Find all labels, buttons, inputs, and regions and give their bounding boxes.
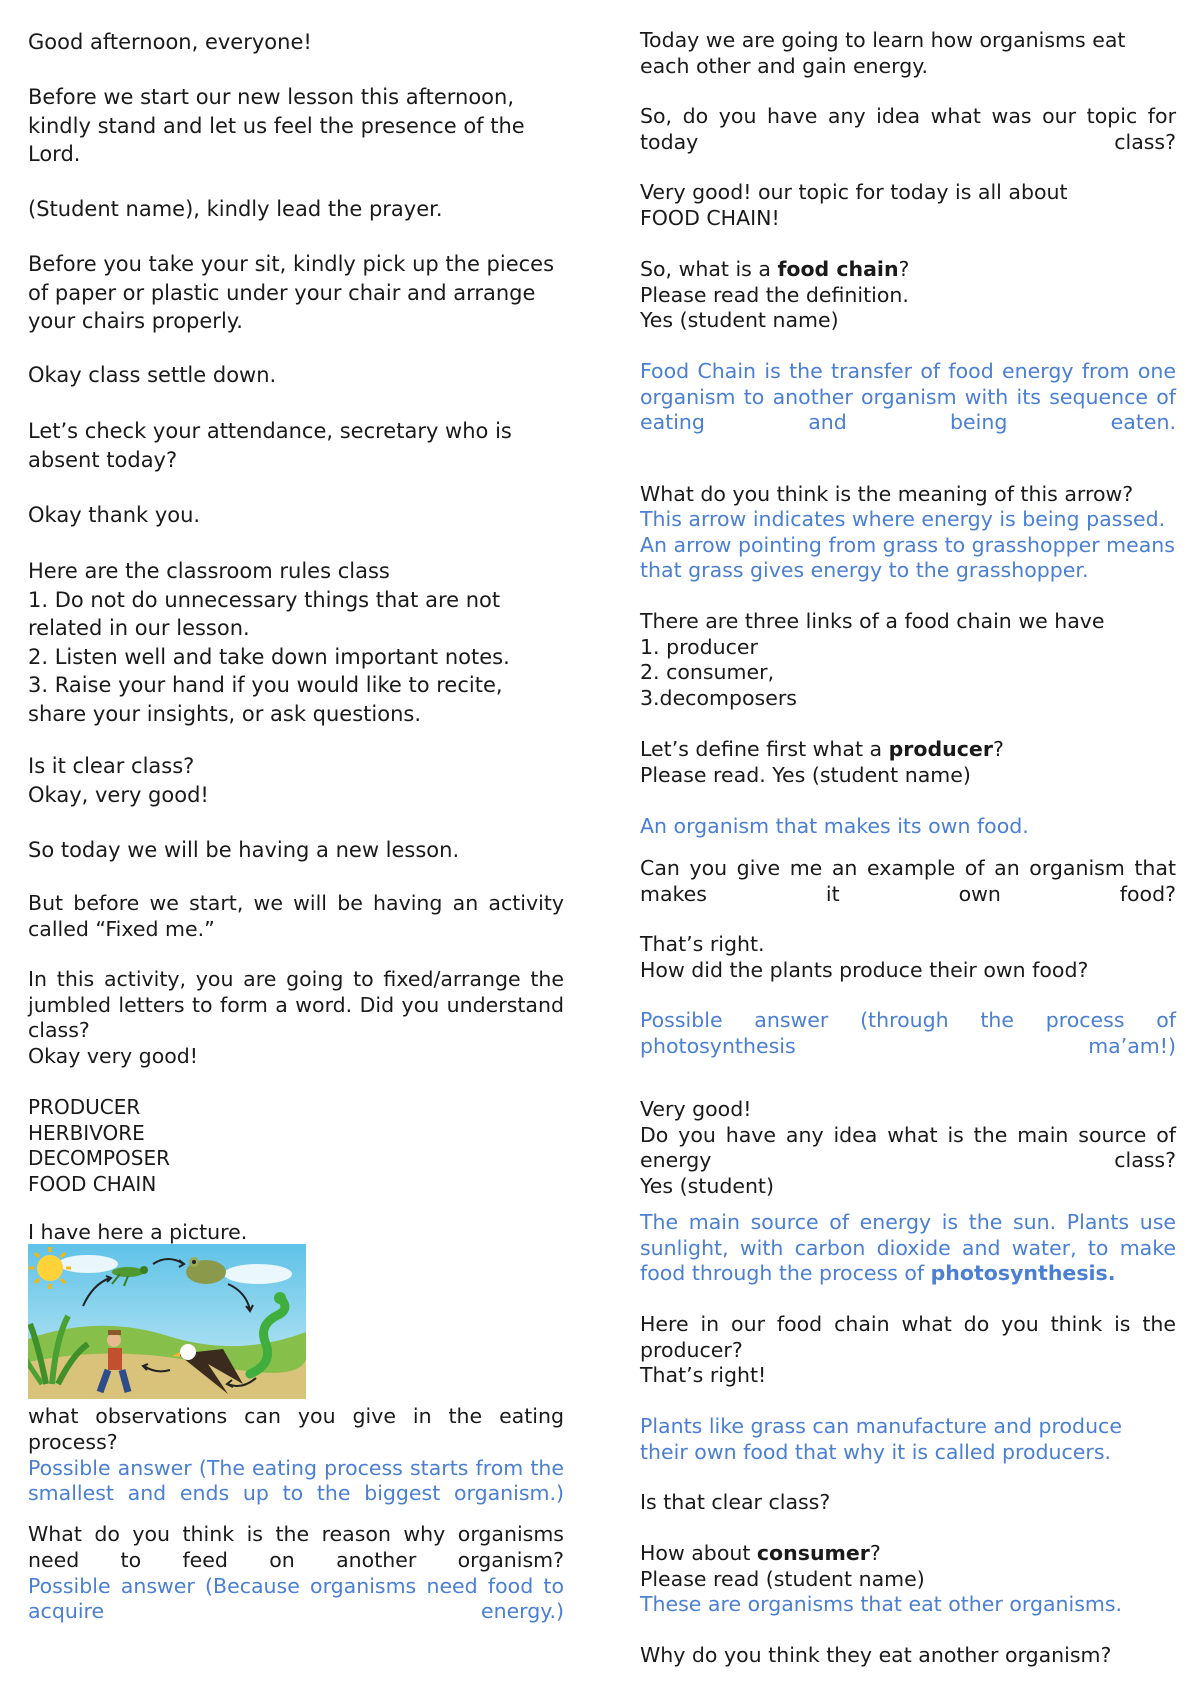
link-2: 2. consumer,: [640, 660, 775, 684]
how-question-text: How did the plants produce their own food?: [640, 957, 1089, 982]
fc-q-pre: So, what is a: [640, 257, 778, 281]
clear-class: Is that clear class?: [640, 1490, 831, 1514]
activity-desc-text: In this activity, you are going to fixed/arrange the jumbled letters to form a word. Did you understand class?: [28, 967, 564, 1042]
please-read-2: Please read (student name): [640, 1566, 925, 1591]
activity-ok: Okay very good!: [28, 1043, 199, 1068]
food-chain-links: [640, 609, 1176, 711]
lead-prayer: (Student name), kindly lead the prayer.: [28, 197, 443, 221]
consumer-q-term: consumer: [756, 1541, 870, 1565]
plants-answer: Plants like grass can manufacture and produce their own food that why it is called producers.: [640, 1414, 1122, 1464]
observation-question: what observations can you give in the eating process?: [28, 1404, 564, 1454]
tidy-instruction: Before you take your sit, kindly pick up the pieces of paper or plastic under your chair and arrange your chairs properly.: [28, 252, 555, 333]
thats-right: That’s right.: [640, 932, 765, 956]
clear-check: [28, 752, 564, 809]
yes-student-2: Yes (student): [640, 1173, 774, 1198]
very-good: Very good!: [640, 1097, 752, 1121]
reason-answer: Possible answer (Because organisms need food to acquire energy.): [28, 1574, 564, 1623]
link-3: 3.decomposers: [640, 685, 797, 710]
new-lesson: So today we will be having a new lesson.: [28, 838, 460, 862]
source-question-text: Do you have any idea what is the main source of energy class?: [640, 1122, 1176, 1172]
energy-source-answer: [640, 1210, 1176, 1287]
fc-q-term: food chain: [777, 257, 899, 281]
consumer-q-post: ?: [869, 1541, 881, 1565]
food-chain-picture: [28, 1244, 306, 1399]
photosynthesis-term: photosynthesis.: [930, 1261, 1116, 1285]
topic-answer-text: Very good! our topic for today is all about: [640, 180, 1068, 204]
consumer-definition: These are organisms that eat other organisms.: [640, 1592, 1123, 1616]
classroom-rules: [28, 557, 564, 728]
rule-3: 3. Raise your hand if you would like to recite, share your insights, or ask questions.: [28, 673, 503, 726]
activity-intro: But before we start, we will be having an activity called “Fixed me.”: [28, 891, 564, 941]
observation-answer: Possible answer (The eating process starts from the smallest and ends up to the biggest organism.): [28, 1456, 564, 1505]
topic-name: FOOD CHAIN!: [640, 205, 780, 230]
thats-right-2: That’s right!: [640, 1363, 767, 1387]
attendance: Let’s check your attendance, secretary who is absent today?: [28, 419, 512, 472]
producer-q-pre: Let’s define first what a: [640, 737, 889, 761]
producer-here-text: Here in our food chain what do you think is the producer?: [640, 1312, 1176, 1362]
rule-2: 2. Listen well and take down important notes.: [28, 644, 510, 669]
consumer-question: [640, 1541, 1176, 1618]
food-chain-definition: Food Chain is the transfer of food energy from one organism to another organism with its sequence of eating and being eaten.: [640, 359, 1176, 434]
how-answer: Possible answer (through the process of photosynthesis ma’am!): [640, 1008, 1176, 1058]
please-read-yes: Please read. Yes (student name): [640, 762, 971, 787]
topic-question: So, do you have any idea what was our topic for today class?: [640, 104, 1176, 154]
reason-question: What do you think is the reason why organisms need to feed on another organism?: [28, 1522, 564, 1572]
producer-q-post: ?: [992, 737, 1004, 761]
links-intro: There are three links of a food chain we have: [640, 609, 1105, 633]
jumbled-words: [28, 1095, 564, 1197]
activity-description: [28, 967, 564, 1069]
producer-here-question: [640, 1312, 1176, 1389]
arrow-answer: This arrow indicates where energy is being passed. An arrow pointing from grass to grasshopper means that grass gives energy to the grasshopper.: [640, 507, 1175, 582]
rule-1: 1. Do not do unnecessary things that are not related in our lesson.: [28, 587, 501, 640]
food-chain-question: [640, 257, 1176, 334]
rules-title: Here are the classroom rules class: [28, 559, 390, 583]
link-1: 1. producer: [640, 634, 758, 659]
settle-down: Okay class settle down.: [28, 363, 277, 387]
today-intro: Today we are going to learn how organisms eat each other and gain energy.: [640, 28, 1126, 78]
yes-student: Yes (student name): [640, 308, 839, 332]
source-answer-text: The main source of energy is the sun. Plants use sunlight, with carbon dioxide and water, to make food through the process of: [640, 1210, 1176, 1285]
read-definition: Please read the definition.: [640, 282, 909, 307]
consumer-q-line: [640, 1541, 1176, 1567]
example-question: Can you give me an example of an organism that makes it own food?: [640, 856, 1176, 906]
producer-definition: An organism that makes its own food.: [640, 814, 1029, 838]
why-question: Why do you think they eat another organism?: [640, 1643, 1112, 1667]
clear-question: Is it clear class?: [28, 754, 195, 778]
consumer-q-pre: How about: [640, 1541, 757, 1565]
topic-answer: [640, 180, 1176, 231]
greeting: Good afternoon, everyone!: [28, 30, 312, 54]
prayer-intro: Before we start our new lesson this afternoon, kindly stand and let us feel the presence of the Lord.: [28, 85, 525, 166]
arrow-question: What do you think is the meaning of this arrow?: [640, 482, 1134, 506]
energy-source-question: [640, 1097, 1176, 1199]
fc-q-post: ?: [898, 257, 910, 281]
fc-question-line: [640, 257, 1176, 283]
producer-question: [640, 737, 1176, 788]
thanks: Okay thank you.: [28, 503, 201, 527]
how-question: [640, 932, 1176, 983]
clear-answer: Okay, very good!: [28, 782, 209, 807]
word-3: DECOMPOSER: [28, 1146, 171, 1170]
word-1: PRODUCER: [28, 1095, 141, 1119]
producer-q-term: producer: [888, 737, 993, 761]
picture-intro: I have here a picture.: [28, 1220, 248, 1244]
producer-q-line: [640, 737, 1176, 763]
word-4: FOOD CHAIN: [28, 1171, 157, 1196]
word-2: HERBIVORE: [28, 1120, 145, 1145]
